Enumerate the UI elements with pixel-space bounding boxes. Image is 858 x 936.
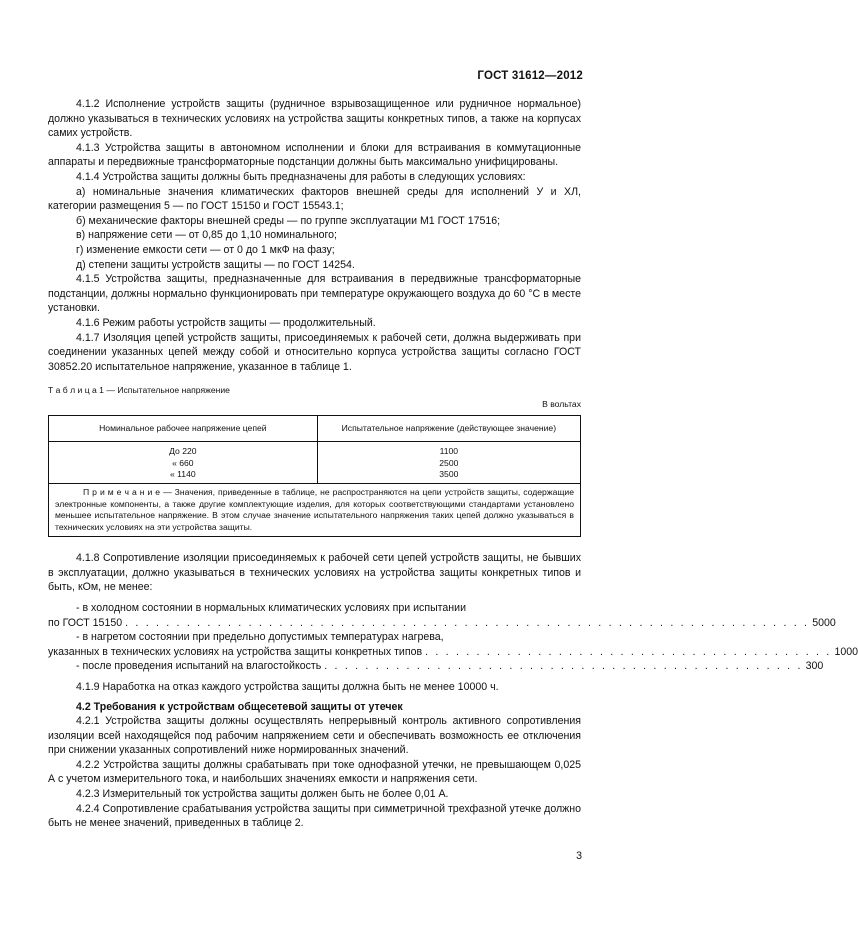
paragraph-4-2-3: 4.2.3 Измерительный ток устройства защиты должен быть не более 0,01 А. (76, 788, 449, 801)
paragraph-4-1-2: 4.1.2 Исполнение устройств защиты (рудничное взрывозащищенное или рудничное нормальное) должно указываться в технических условиях на устройства защиты конкретных типов, а также на корпусах самих устройств. (48, 98, 581, 140)
test-voltage-table (48, 415, 581, 537)
paragraph-4-1-5: 4.1.5 Устройства защиты, предназначенные для встраивания в передвижные трансформаторные подстанции, должны нормально функционировать при температуре окружающего воздуха до 60 °С в месте установки. (48, 273, 581, 315)
table-note (49, 484, 581, 537)
list-item-v: в) напряжение сети — от 0,85 до 1,10 номинального; (76, 229, 337, 242)
resistance-item-humidity: - после проведения испытаний на влагостойкость . . . . . . . . . . . . . . . . . . . . . . . . . . . . . . . . . . . . . . . . . . . . . . . 300 (76, 660, 824, 673)
table-row (49, 442, 581, 484)
table-note-text: — Значения, приведенные в таблице, не распространяются на цепи устройств защиты, содержащие электронные компоненты, а также другие комплектующие изделия, для которых соответствующими стандартами установлено меньшее испытательное напряжение. В этом случае значение испытательного напряжения таких цепей должно указываться в технических условиях на эти устройства защиты. (55, 487, 574, 532)
resistance-item-hot: указанных в технических условиях на устройства защиты конкретных типов . . . . . . . . . . . . . . . . . . . . . . . . . . . . . . . . . . . . . . . . 1000 (48, 645, 858, 658)
resistance-item-cold: по ГОСТ 15150 . . . . . . . . . . . . . . . . . . . . . . . . . . . . . . . . . . . . . . . . . . . . . . . . . . . . . . . . . . . . . . . . . . . 5000 (48, 616, 836, 629)
table-cell-nominal-voltages (49, 442, 318, 484)
table-header-cell: Испытательное напряжение (действующее значение) (317, 416, 580, 442)
table-note-row (49, 484, 581, 537)
table-cell: 3500 (439, 468, 459, 479)
table-cell: 2500 (439, 457, 459, 468)
paragraph-4-1-6: 4.1.6 Режим работы устройств защиты — продолжительный. (76, 316, 376, 329)
resistance-label: - после проведения испытаний на влагостойкость (76, 660, 322, 673)
paragraph-4-1-8: 4.1.8 Сопротивление изоляции присоединяемых к рабочей сети цепей устройств защиты, не бывших в эксплуатации, должно указываться в технических условиях на устройства защиты конкретных типов и быть, кОм, не менее: (48, 552, 581, 594)
resistance-value: 300 (805, 660, 824, 673)
table-header-cell: Номинальное рабочее напряжение цепей (49, 416, 318, 442)
paragraph-4-1-7: 4.1.7 Изоляция цепей устройств защиты, присоединяемых к рабочей сети, должна выдерживать при соединении указанных цепей между собой и относительно корпуса устройства защиты согласно ГОСТ 30852.20 испытательное напряжение, указанное в таблице 1. (48, 331, 581, 373)
paragraph-4-2-4: 4.2.4 Сопротивление срабатывания устройства защиты при симметричной трехфазной утечке должно быть не менее значений, приведенных в таблице 2. (48, 802, 582, 830)
page-number: 3 (576, 850, 582, 862)
document-header: ГОСТ 31612—2012 (477, 70, 583, 82)
resistance-label: по ГОСТ 15150 (48, 616, 123, 629)
resistance-item-hot-line1: - в нагретом состоянии при предельно допустимых температурах нагрева, (76, 631, 444, 644)
resistance-item-cold-line1: - в холодном состоянии в нормальных климатических условиях при испытании (76, 601, 466, 614)
list-item-g: г) изменение емкости сети — от 0 до 1 мкФ на фазу; (76, 243, 335, 256)
section-heading-4-2: 4.2 Требования к устройствам общесетевой защиты от утечек (76, 700, 403, 713)
table-caption-prefix: Т а б л и ц а 1 (48, 385, 104, 396)
list-item-a: а) номинальные значения климатических факторов внешней среды для исполнений У и ХЛ, категории размещения 5 — по ГОСТ 15150 и ГОСТ 15543.1; (48, 185, 581, 213)
resistance-value: 1000 (834, 645, 858, 658)
paragraph-4-1-4: 4.1.4 Устройства защиты должны быть предназначены для работы в следующих условиях: (76, 170, 526, 183)
paragraph-4-1-3: 4.1.3 Устройства защиты в автономном исполнении и блоки для встраивания в коммутационные аппараты и передвижные трансформаторные подстанции должны быть максимально унифицированы. (48, 141, 581, 169)
list-item-d: д) степени защиты устройств защиты — по ГОСТ 14254. (76, 258, 355, 271)
table-cell: 1100 (439, 446, 459, 457)
paragraph-4-2-1: 4.2.1 Устройства защиты должны осуществлять непрерывный контроль активного сопротивления изоляции всей находящейся под рабочим напряжением сети и обеспечивать возможность ее отключения при снижении указанных сопротивлений ниже нормированных значений. (48, 715, 581, 757)
paragraph-4-2-2: 4.2.2 Устройства защиты должны срабатывать при токе однофазной утечки, не превышающем 0,025 А с учетом измерительного тока, и наибольших значениях емкости и напряжения сети. (48, 758, 581, 786)
table-note-prefix: П р и м е ч а н и е (83, 487, 161, 498)
resistance-label: указанных в технических условиях на устройства защиты конкретных типов (48, 645, 423, 658)
table-header-row (49, 416, 581, 442)
paragraph-4-1-9: 4.1.9 Наработка на отказ каждого устройства защиты должна быть не менее 10000 ч. (76, 680, 499, 693)
table-cell: « 660 (172, 457, 194, 468)
table-caption-title: — Испытательное напряжение (103, 385, 230, 396)
table-cell: « 1140 (170, 468, 196, 479)
document-body (48, 97, 858, 831)
list-item-b: б) механические факторы внешней среды — по группе эксплуатации М1 ГОСТ 17516; (76, 214, 501, 227)
resistance-value: 5000 (812, 616, 836, 629)
table-cell: До 220 (169, 446, 197, 457)
table-units: В вольтах (542, 399, 581, 410)
table-cell-test-voltages (317, 442, 580, 484)
table-caption (48, 384, 581, 396)
